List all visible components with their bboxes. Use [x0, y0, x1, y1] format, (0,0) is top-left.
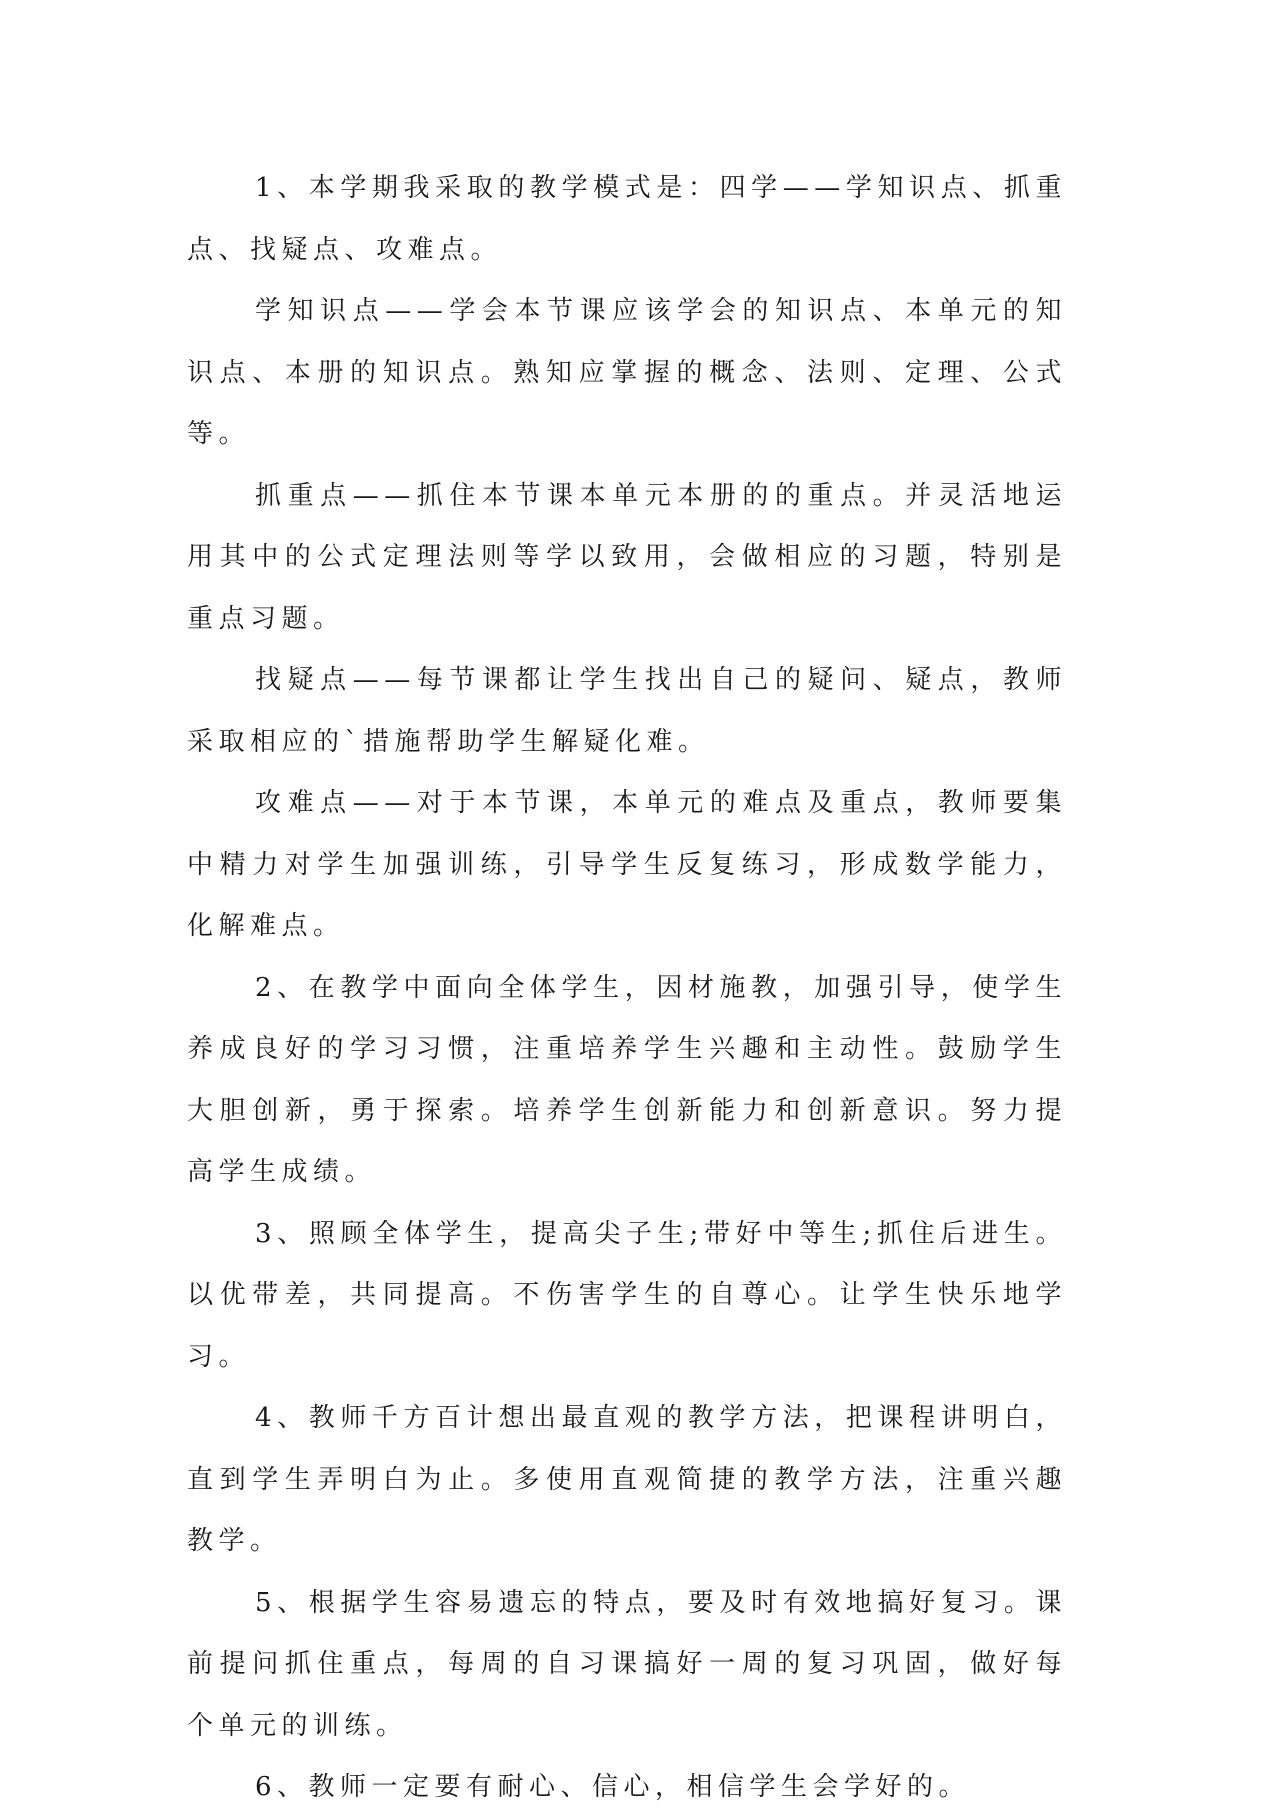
paragraph-item-4: 4、教师千方百计想出最直观的教学方法，把课程讲明白，直到学生弄明白为止。多使用直观简捷的教学方法，注重兴趣教学。 [187, 1403, 1067, 1556]
paragraph-learn-knowledge-points: 学知识点——学会本节课应该学会的知识点、本单元的知识点、本册的知识点。熟知应掌握的概念、法则、定理、公式等。 [187, 296, 1067, 449]
paragraph-item-2: 2、在教学中面向全体学生，因材施教，加强引导，使学生养成良好的学习习惯，注重培养学生兴趣和主动性。鼓励学生大胆创新，勇于探索。培养学生创新能力和创新意识。努力提高学生成绩。 [187, 972, 1067, 1187]
paragraph-teaching-model: 1、本学期我采取的教学模式是：四学——学知识点、抓重点、找疑点、攻难点。 [187, 173, 1067, 265]
paragraph-grasp-key-points: 抓重点——抓住本节课本单元本册的的重点。并灵活地运用其中的公式定理法则等学以致用，会做相应的习题，特别是重点习题。 [187, 480, 1067, 634]
paragraph-item-3: 3、照顾全体学生，提高尖子生;带好中等生;抓住后进生。以优带差，共同提高。不伤害学生的自尊心。让学生快乐地学习。 [187, 1218, 1067, 1372]
paragraph-tackle-difficult-points: 攻难点——对于本节课，本单元的难点及重点，教师要集中精力对学生加强训练，引导学生反复练习，形成数学能力，化解难点。 [187, 788, 1067, 941]
paragraph-find-doubt-points: 找疑点——每节课都让学生找出自己的疑问、疑点，教师采取相应的`措施帮助学生解疑化难。 [187, 665, 1067, 757]
paragraph-item-6: 6、教师一定要有耐心、信心，相信学生会学好的。 [255, 1772, 971, 1802]
document-body [187, 158, 1067, 1819]
paragraph-item-5: 5、根据学生容易遗忘的特点，要及时有效地搞好复习。课前提问抓住重点，每周的自习课搞好一周的复习巩固，做好每个单元的训练。 [187, 1587, 1067, 1741]
